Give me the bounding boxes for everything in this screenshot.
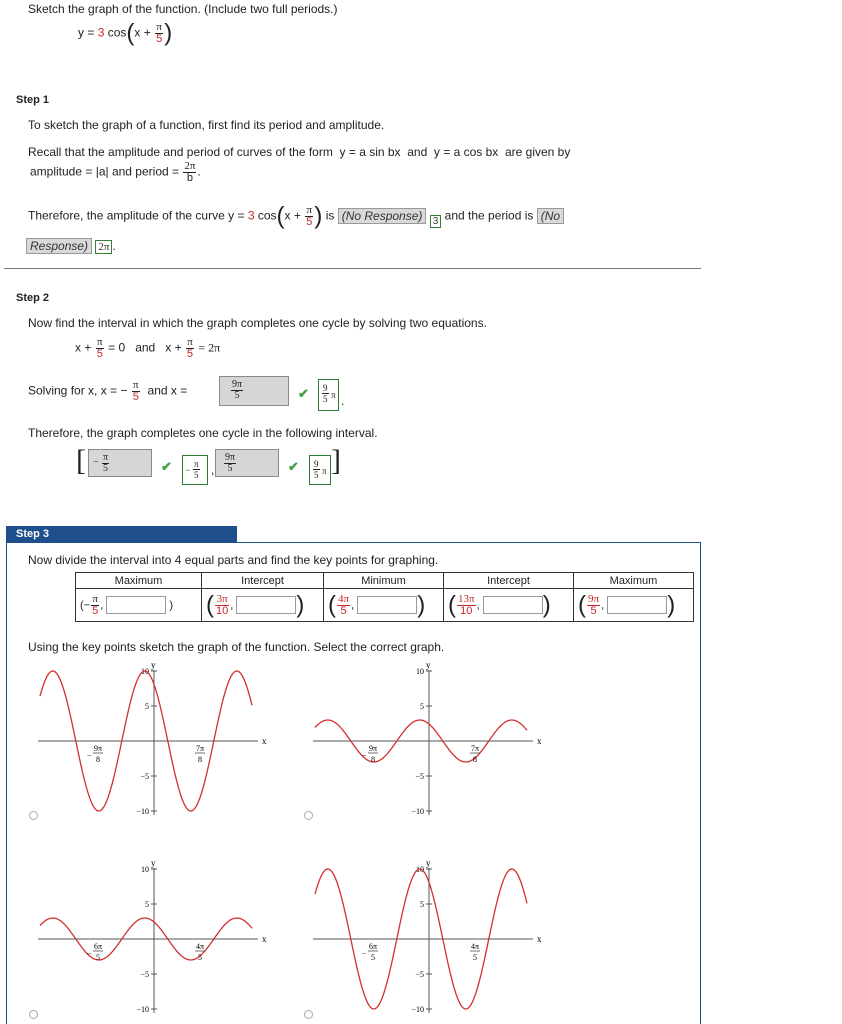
graph-option-3-radio[interactable] <box>29 1010 38 1019</box>
eq1-num: π <box>96 336 103 348</box>
interval-left-answer-num: π <box>194 459 199 469</box>
kp2-num: 3π <box>216 592 228 605</box>
solving-den: 5 <box>132 391 139 403</box>
eq1-x-plus: x + <box>75 340 92 355</box>
interval-right-value <box>224 453 236 474</box>
key-point-5: ( $\frac{9\pi}{5}$ , ) <box>574 589 694 622</box>
key-points-table <box>75 572 694 622</box>
interval-left-answer-frac <box>193 459 200 480</box>
x-label-den: 5 <box>198 953 202 962</box>
eq1-den: 5 <box>96 348 103 360</box>
y-tick-label: 5 <box>420 900 424 909</box>
graph-option-4-radio[interactable] <box>304 1010 313 1019</box>
y-tick-label: 5 <box>145 900 149 909</box>
kp1-num: π <box>92 592 98 605</box>
check-icon: ✔ <box>288 459 299 474</box>
eq-fraction <box>155 22 163 45</box>
x-label-den: 5 <box>371 953 375 962</box>
recall-text-a: Recall that the amplitude and period of curves of the form <box>28 145 333 159</box>
eq2-rhs: = 2π <box>198 340 221 355</box>
therefore-paren-open: ( <box>276 202 285 230</box>
and-x-text: and x = <box>147 383 188 398</box>
interval-left-minus: − <box>93 457 99 468</box>
recall-form-sin: y = a sin bx <box>339 145 401 159</box>
y-axis-label: y <box>151 660 156 670</box>
x-label-minus: − <box>87 751 92 760</box>
eq-paren-close: ) <box>164 19 173 47</box>
kp4-open: ( <box>448 591 456 618</box>
x-solution-num: 9π <box>232 379 243 390</box>
key-point-4: ( $\frac{13\pi}{10}$ , ) <box>444 589 574 622</box>
therefore-frac-num: π <box>306 204 313 216</box>
interval-left-value <box>102 453 109 474</box>
solving-text: Solving for x, x = − <box>28 383 128 398</box>
step2-solving <box>28 380 187 403</box>
step1-recall <box>28 145 570 159</box>
step3-intro: Now divide the interval into 4 equal parts and find the key points for graphing. <box>28 553 439 567</box>
kp3-y-input[interactable] <box>357 596 417 614</box>
step2-title: Step 2 <box>16 292 50 304</box>
kp2-close: ) <box>296 591 305 618</box>
select-graph-text: Using the key points sketch the graph of the function. Select the correct graph. <box>28 640 445 654</box>
period-text: and the period is <box>444 208 534 223</box>
eq2-fraction <box>186 337 194 360</box>
problem-instruction: Sketch the graph of the function. (Include two full periods.) <box>28 2 338 16</box>
y-tick-label: 10 <box>141 667 149 676</box>
graph-option-1-radio[interactable] <box>29 811 38 820</box>
kp2-open: ( <box>206 591 214 618</box>
period-fraction <box>183 161 196 184</box>
kp5-den: 5 <box>590 604 597 617</box>
x-label-num: 4π <box>470 942 480 951</box>
eq1-fraction <box>96 337 104 360</box>
interval-right-answer-num: 9 <box>314 459 319 469</box>
graph-option-4[interactable] <box>305 856 555 1016</box>
interval-left-answer-den: 5 <box>194 470 199 480</box>
y-tick-label: 10 <box>416 667 424 676</box>
period-num: 2π <box>184 160 196 172</box>
kp5-close: ) <box>667 591 676 618</box>
kp4-den: 10 <box>460 604 473 617</box>
interval-bracket-left: [ <box>76 444 86 477</box>
interval-right-answer-pi: π <box>322 466 327 476</box>
solving-num: π <box>133 379 139 391</box>
x-label-den: 8 <box>96 755 100 764</box>
step1-therefore <box>28 202 564 230</box>
therefore-eq-y: y = <box>228 208 245 223</box>
interval-left-answer <box>182 455 208 485</box>
x-solution-den: 5 <box>234 390 240 401</box>
x-axis-label: x <box>537 736 542 746</box>
x-axis-label: x <box>262 934 267 944</box>
x-label-minus: − <box>362 751 367 760</box>
kp3-close: ) <box>417 591 426 618</box>
recall-form-cos: y = a cos bx <box>433 145 499 159</box>
x-axis-label: x <box>537 934 542 944</box>
amplitude-answer: 3 <box>430 215 442 228</box>
x-label-num: 6π <box>93 942 103 951</box>
period-answer: 2π <box>95 240 112 254</box>
interval-right-input[interactable] <box>215 449 279 477</box>
kp1-open: ( <box>80 598 84 611</box>
y-tick-label: −5 <box>415 772 424 781</box>
y-tick-label: −5 <box>415 970 424 979</box>
kp4-close: ) <box>542 591 551 618</box>
x-answer-num: 9 <box>323 383 328 393</box>
graph-option-3[interactable] <box>30 856 280 1016</box>
y-tick-label: 10 <box>141 865 149 874</box>
eq-frac-den: 5 <box>156 33 163 45</box>
x-label-num: 4π <box>195 942 205 951</box>
kp1-sign: − <box>83 598 91 611</box>
graph-option-2[interactable] <box>305 658 555 818</box>
x-label-num: 7π <box>470 744 480 753</box>
eq-and: and <box>135 340 156 355</box>
kp1-x <box>91 594 99 617</box>
y-tick-label: 5 <box>145 702 149 711</box>
problem-equation <box>78 19 173 47</box>
interval-left-input[interactable] <box>88 449 152 477</box>
kp1-close: ) <box>169 598 174 611</box>
y-tick-label: 10 <box>416 865 424 874</box>
header-intercept-1: Intercept <box>202 573 324 589</box>
y-tick-label: −5 <box>140 772 149 781</box>
kp3-num: 4π <box>338 592 350 605</box>
kp5-num: 9π <box>588 592 600 605</box>
x-solution-input[interactable] <box>219 376 289 406</box>
header-maximum-1: Maximum <box>76 573 202 589</box>
kp3-den: 5 <box>340 604 347 617</box>
recall-and: and <box>407 145 428 159</box>
kp5-open: ( <box>578 591 586 618</box>
x-label-num: 9π <box>368 744 378 753</box>
header-minimum: Minimum <box>324 573 444 589</box>
eq1-rhs: = 0 <box>108 340 126 355</box>
y-axis-label: y <box>426 660 431 670</box>
therefore-eq-amp: 3 <box>247 208 255 223</box>
key-point-2: ( $\frac{3\pi}{10}$ , ) <box>202 589 324 622</box>
x-label-num: 9π <box>93 744 103 753</box>
amplitude-no-response[interactable]: (No Response) <box>338 208 427 224</box>
x-solution-answer <box>318 379 339 411</box>
kp2-x <box>215 594 229 617</box>
header-maximum-2: Maximum <box>574 573 694 589</box>
y-tick-label: −10 <box>136 807 149 816</box>
period-no-response-b[interactable]: Response) <box>26 238 92 254</box>
therefore-text: Therefore, the amplitude of the curve <box>28 208 225 223</box>
is-text: is <box>325 208 335 223</box>
step2-therefore: Therefore, the graph completes one cycle in the following interval. <box>28 426 378 440</box>
interval-right-den: 5 <box>227 463 233 474</box>
interval-right-answer-frac <box>313 459 320 480</box>
y-axis-label: y <box>426 858 431 868</box>
header-intercept-2: Intercept <box>444 573 574 589</box>
step1-amp-period: amplitude = |a| and period = $\frac{2\pi}{b}$ . <box>30 160 201 184</box>
eq2-x-plus: x + <box>165 340 182 355</box>
solving-fraction <box>132 380 140 403</box>
interval-right-num: 9π <box>225 452 236 463</box>
therefore-fraction <box>305 205 313 228</box>
kp5-y-input[interactable] <box>607 596 667 614</box>
graph-option-2-radio[interactable] <box>304 811 313 820</box>
interval-right-answer-den: 5 <box>314 470 319 480</box>
recall-text-b: are given by <box>504 145 571 159</box>
eq2-num: π <box>187 336 193 348</box>
y-axis-label: y <box>151 858 156 868</box>
eq-frac-num: π <box>156 21 162 33</box>
x-label-den: 8 <box>473 755 477 764</box>
therefore-x-plus: x + <box>284 208 301 223</box>
interval-bracket-right: ] <box>331 444 341 477</box>
kp3-x <box>337 594 350 617</box>
x-solution-value <box>231 380 243 401</box>
kp1-y-input[interactable] <box>106 596 166 614</box>
x-label-minus: − <box>362 949 367 958</box>
x-label-minus: − <box>87 949 92 958</box>
x-label-num: 7π <box>195 744 205 753</box>
eq-paren-open: ( <box>126 19 135 47</box>
interval-comma: , <box>211 463 215 477</box>
x-solution-answer-frac <box>322 383 329 404</box>
kp2-y-input[interactable] <box>236 596 296 614</box>
eq-y: y = <box>78 25 95 40</box>
step3-title: Step 3 <box>6 526 237 543</box>
kp2-den: 10 <box>216 604 229 617</box>
y-tick-label: 5 <box>420 702 424 711</box>
period-no-response-a[interactable]: (No <box>537 208 564 224</box>
therefore-frac-den: 5 <box>306 216 313 228</box>
interval-left-answer-minus: − <box>185 465 191 475</box>
kp3-open: ( <box>328 591 336 618</box>
key-points-row <box>76 589 694 622</box>
x-label-num: 6π <box>368 942 378 951</box>
y-tick-label: −10 <box>411 1005 424 1014</box>
x-label-den: 5 <box>96 953 100 962</box>
kp4-x <box>457 594 476 617</box>
kp4-y-input[interactable] <box>483 596 543 614</box>
kp5-x <box>587 594 600 617</box>
key-point-3: ( $\frac{4\pi}{5}$ , ) <box>324 589 444 622</box>
step1-period-line: Response) 2π . <box>26 238 116 254</box>
step1-intro: To sketch the graph of a function, first find its period and amplitude. <box>28 118 385 132</box>
interval-left-den: 5 <box>103 463 109 474</box>
step1-title: Step 1 <box>16 94 50 106</box>
eq-x-plus: x + <box>134 25 151 40</box>
graph-option-1[interactable] <box>30 658 280 818</box>
amp-period-label: amplitude = |a| and period = <box>30 164 180 179</box>
step2-equations <box>75 337 220 360</box>
eq-func: cos <box>107 25 127 40</box>
x-answer-pi: π <box>331 390 336 400</box>
kp4-num: 13π <box>458 592 475 605</box>
kp1-den: 5 <box>92 604 99 617</box>
step2-intro: Now find the interval in which the graph completes one cycle by solving two equations. <box>28 316 487 330</box>
period-dot: . <box>341 394 345 408</box>
x-label-den: 5 <box>473 953 477 962</box>
period-den: b <box>186 172 193 184</box>
therefore-eq-func: cos <box>257 208 277 223</box>
x-axis-label: x <box>262 736 267 746</box>
eq-amplitude: 3 <box>97 25 105 40</box>
key-point-1: (− $\frac{\pi}{5}$ , ) <box>76 589 202 622</box>
check-icon: ✔ <box>298 386 309 401</box>
eq2-den: 5 <box>186 348 194 360</box>
y-tick-label: −5 <box>140 970 149 979</box>
y-tick-label: −10 <box>136 1005 149 1014</box>
x-answer-den: 5 <box>323 394 328 404</box>
x-label-den: 8 <box>371 755 375 764</box>
interval-left-num: π <box>103 452 109 463</box>
check-icon: ✔ <box>161 459 172 474</box>
interval-right-answer <box>309 455 331 485</box>
therefore-paren-close: ) <box>314 202 323 230</box>
y-tick-label: −10 <box>411 807 424 816</box>
key-points-header-row <box>76 573 694 589</box>
x-label-den: 8 <box>198 755 202 764</box>
step-divider <box>4 268 701 269</box>
